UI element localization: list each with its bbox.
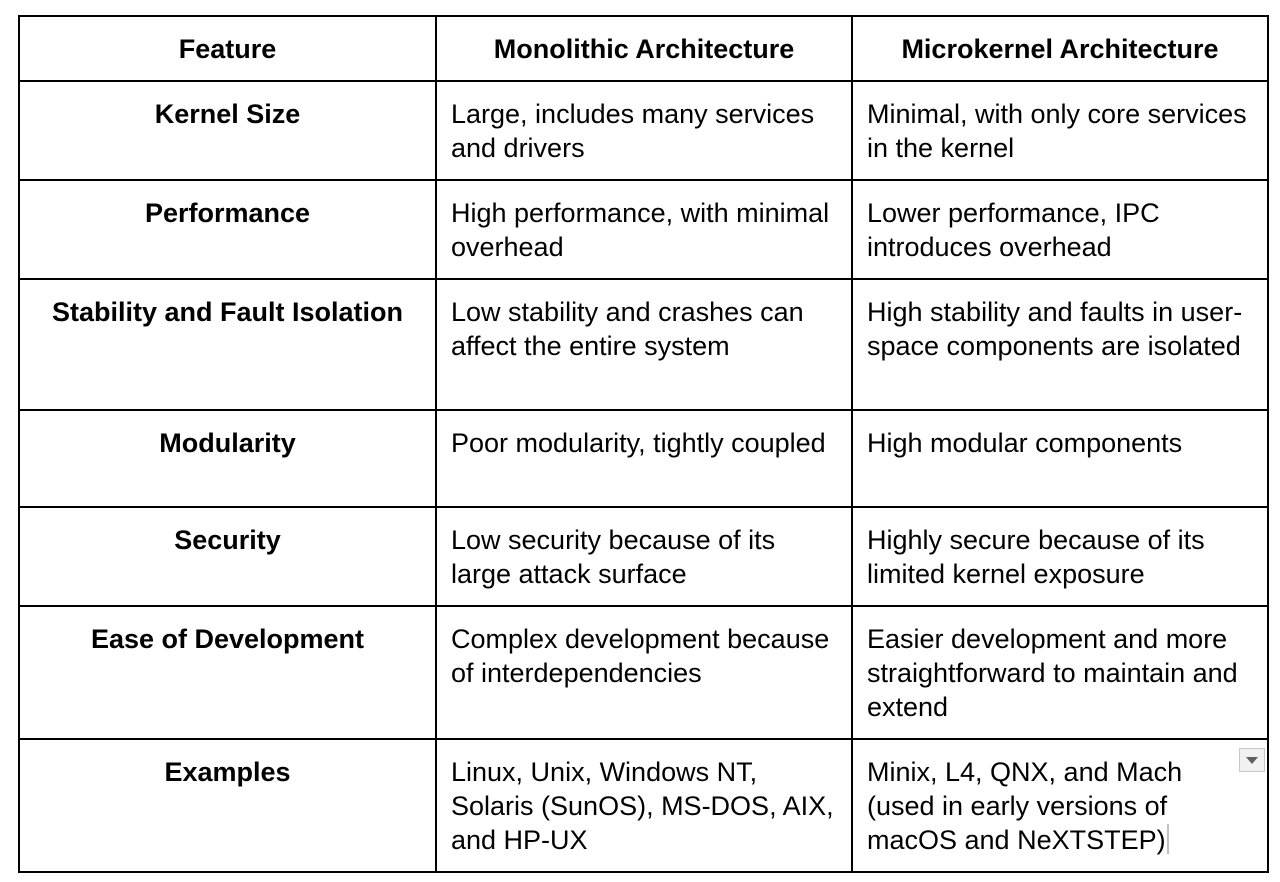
feature-cell[interactable]: Security [19, 507, 436, 606]
monolithic-cell[interactable]: Linux, Unix, Windows NT, Solaris (SunOS), MS-DOS, AIX, and HP-UX [436, 739, 852, 872]
microkernel-cell[interactable]: Lower performance, IPC introduces overhead [852, 180, 1268, 279]
table-row [19, 410, 1268, 507]
cell-dropdown-button[interactable] [1239, 748, 1265, 772]
monolithic-cell[interactable]: Complex development because of interdependencies [436, 606, 852, 739]
header-row [19, 16, 1268, 81]
microkernel-cell[interactable]: High modular components [852, 410, 1268, 507]
feature-cell[interactable]: Performance [19, 180, 436, 279]
monolithic-cell[interactable]: High performance, with minimal overhead [436, 180, 852, 279]
feature-cell[interactable]: Kernel Size [19, 81, 436, 180]
monolithic-cell[interactable]: Low stability and crashes can affect the entire system [436, 279, 852, 410]
microkernel-cell-text: Minix, L4, QNX, and Mach (used in early versions of macOS and NeXTSTEP) [867, 757, 1183, 855]
microkernel-cell[interactable]: Minimal, with only core services in the kernel [852, 81, 1268, 180]
table-row [19, 739, 1268, 872]
microkernel-cell[interactable]: High stability and faults in user-space components are isolated [852, 279, 1268, 410]
table-row [19, 279, 1268, 410]
feature-cell[interactable]: Ease of Development [19, 606, 436, 739]
monolithic-cell[interactable]: Poor modularity, tightly coupled [436, 410, 852, 507]
feature-cell[interactable]: Stability and Fault Isolation [19, 279, 436, 410]
text-caret [1167, 824, 1169, 854]
chevron-down-icon [1246, 757, 1258, 764]
microkernel-cell[interactable]: Easier development and more straightforward to maintain and extend [852, 606, 1268, 739]
table-row [19, 507, 1268, 606]
header-monolithic[interactable]: Monolithic Architecture [436, 16, 852, 81]
monolithic-cell[interactable]: Large, includes many services and drivers [436, 81, 852, 180]
microkernel-cell[interactable]: Highly secure because of its limited kernel exposure [852, 507, 1268, 606]
table-row [19, 180, 1268, 279]
monolithic-cell[interactable]: Low security because of its large attack surface [436, 507, 852, 606]
microkernel-cell-active[interactable] [852, 739, 1268, 872]
feature-cell[interactable]: Modularity [19, 410, 436, 507]
header-feature[interactable]: Feature [19, 16, 436, 81]
table-row [19, 81, 1268, 180]
comparison-table [18, 15, 1269, 873]
feature-cell[interactable]: Examples [19, 739, 436, 872]
header-microkernel[interactable]: Microkernel Architecture [852, 16, 1268, 81]
table-row [19, 606, 1268, 739]
